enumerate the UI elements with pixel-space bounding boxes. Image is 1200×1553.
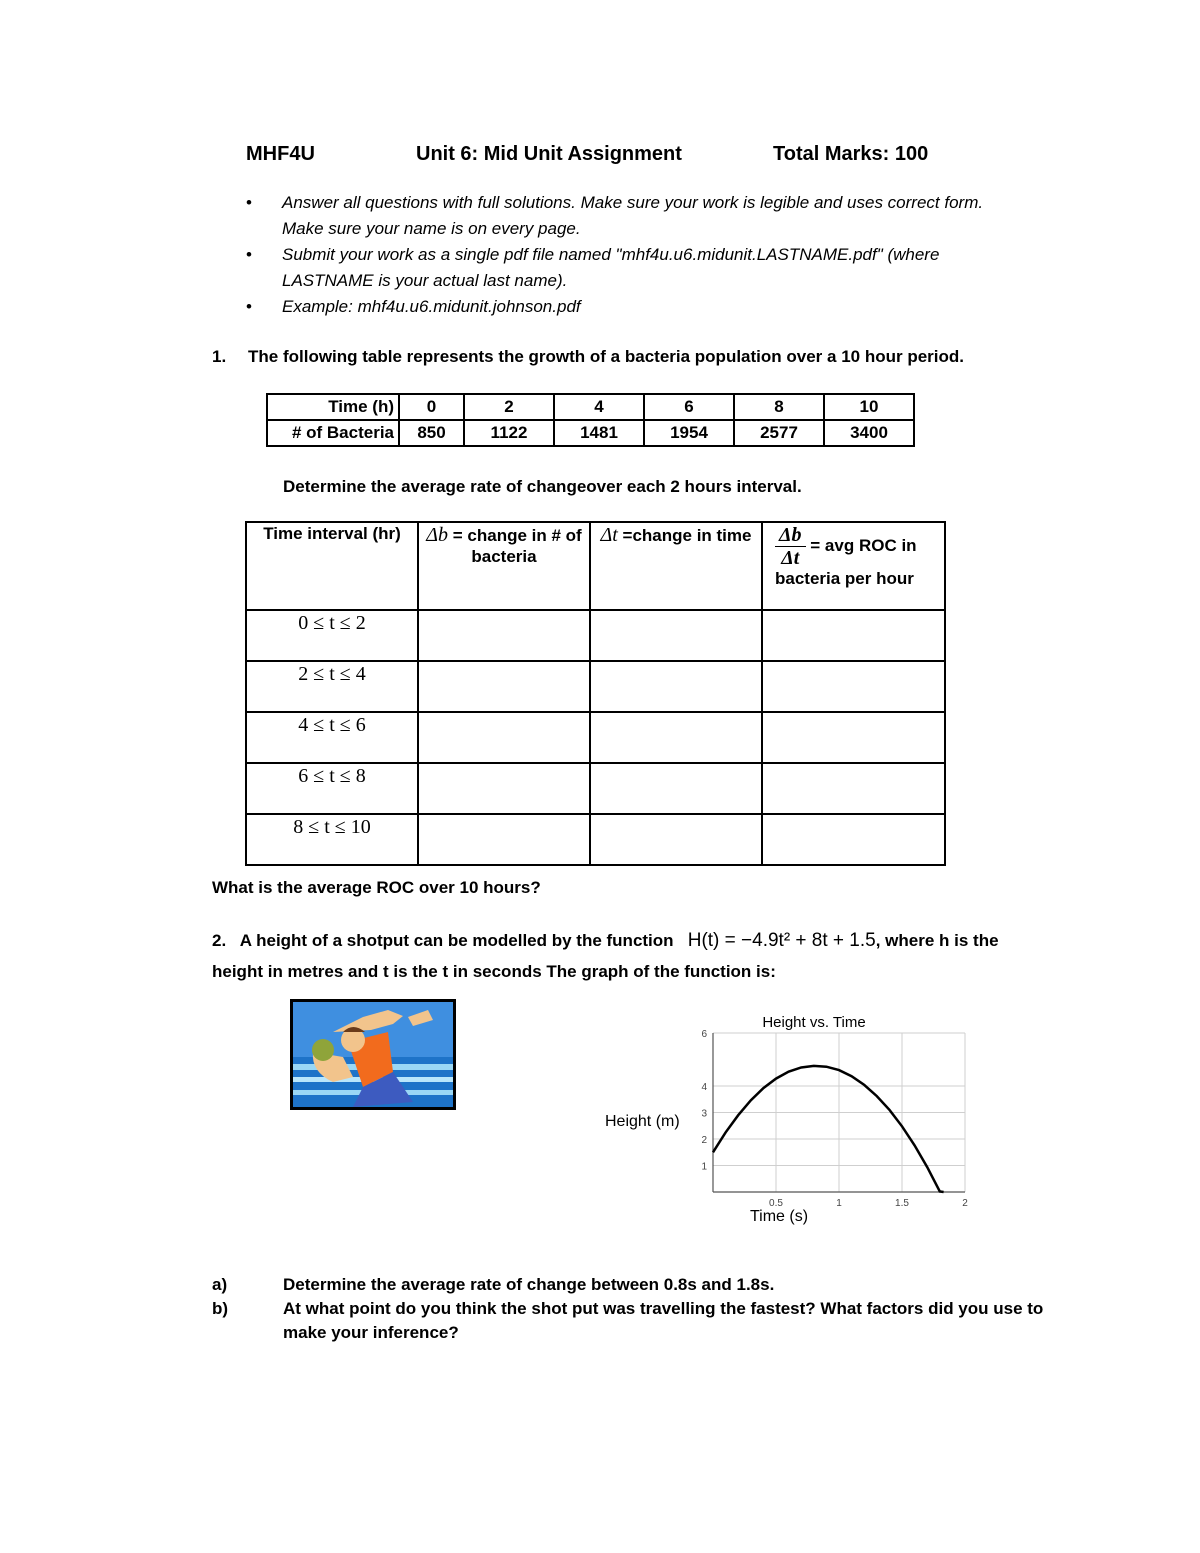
height-time-chart [600, 1005, 980, 1235]
y-tick-label: 1 [701, 1161, 707, 1173]
answer-cell[interactable] [590, 661, 762, 712]
answer-cell[interactable] [762, 763, 945, 814]
table-cell: 2577 [734, 420, 824, 446]
table-row-label: Time (h) [267, 394, 399, 420]
answer-cell[interactable] [590, 763, 762, 814]
delta-b-header: Δb = change in # of bacteria [418, 522, 590, 610]
interval-header: Time interval (hr) [246, 522, 418, 610]
interval-cell: 2 ≤ t ≤ 4 [246, 661, 418, 712]
chart-title: Height vs. Time [762, 1014, 866, 1031]
q1-number: 1. [212, 347, 227, 366]
q1-followup: What is the average ROC over 10 hours? [212, 878, 541, 897]
x-tick-label: 1.5 [895, 1198, 909, 1209]
q2-part-a-label: a) [212, 1275, 228, 1294]
table-cell: 3400 [824, 420, 914, 446]
bullet-icon: • [246, 297, 252, 316]
interval-cell: 8 ≤ t ≤ 10 [246, 814, 418, 865]
q2-line2: height in metres and t is the t in seconds The graph of the function is: [212, 962, 776, 981]
answer-cell[interactable] [418, 763, 590, 814]
table-cell: 1122 [464, 420, 554, 446]
answer-cell[interactable] [418, 661, 590, 712]
height-curve-line [713, 1066, 944, 1192]
y-axis-label: Height (m) [605, 1113, 680, 1130]
chart-canvas [600, 1005, 980, 1230]
q2-after-function: , where h is the [875, 931, 999, 950]
answer-cell[interactable] [762, 712, 945, 763]
q2-intro: A height of a shotput can be modelled by the function [239, 931, 674, 950]
q1-task: Determine the average rate of changeover each 2 hours interval. [283, 477, 802, 496]
total-marks: Total Marks: 100 [773, 143, 929, 165]
x-tick-label: 1 [836, 1198, 842, 1209]
y-tick-label: 2 [701, 1135, 707, 1146]
table-cell: 0 [399, 394, 464, 420]
avg-roc-header: $\frac{\Delta b}{\Delta t}$ = avg ROC in bacteria per hour [762, 522, 945, 610]
bacteria-data-table [266, 393, 915, 447]
answer-cell[interactable] [418, 814, 590, 865]
q2-part-b-label: b) [212, 1299, 229, 1318]
y-tick-label: 3 [701, 1108, 707, 1120]
table-row [246, 661, 945, 712]
table-cell: 10 [824, 394, 914, 420]
instruction-item: • Answer all questions with full solutions. Make sure your work is legible and uses correct form. Make sure your name is on every page. [246, 190, 1006, 242]
table-row [267, 420, 914, 446]
answer-cell[interactable] [590, 610, 762, 661]
table-row [246, 763, 945, 814]
instructions-list [246, 190, 1006, 320]
q2-part-a-text: Determine the average rate of change between 0.8s and 1.8s. [283, 1275, 775, 1294]
interval-cell: 4 ≤ t ≤ 6 [246, 712, 418, 763]
q2-number: 2. [212, 931, 227, 950]
table-row [246, 610, 945, 661]
table-cell: 850 [399, 420, 464, 446]
answer-cell[interactable] [762, 661, 945, 712]
table-cell: 2 [464, 394, 554, 420]
bullet-icon: • [246, 193, 252, 212]
delta-fraction: $\frac{\Delta b}{\Delta t}$ [775, 524, 806, 569]
instruction-item: • Submit your work as a single pdf file named "mhf4u.u6.midunit.LASTNAME.pdf" (where LASTNAME is your actual last name). [246, 242, 1006, 294]
answer-cell[interactable] [762, 814, 945, 865]
roc-answer-table [245, 521, 946, 866]
answer-cell[interactable] [418, 610, 590, 661]
shotput-athlete-image [290, 999, 456, 1110]
table-cell: 6 [644, 394, 734, 420]
answer-cell[interactable] [590, 712, 762, 763]
bullet-icon: • [246, 245, 252, 264]
table-header-row [246, 522, 945, 610]
table-row [267, 394, 914, 420]
y-tick-label: 4 [701, 1082, 707, 1093]
table-cell: 4 [554, 394, 644, 420]
table-row [246, 712, 945, 763]
x-axis-label: Time (s) [749, 1208, 809, 1225]
interval-cell: 6 ≤ t ≤ 8 [246, 763, 418, 814]
table-cell: 8 [734, 394, 824, 420]
table-row-label: # of Bacteria [267, 420, 399, 446]
y-tick-label: 6 [701, 1029, 707, 1040]
shotput-athlete-icon [293, 1002, 453, 1107]
x-tick-label: 2 [962, 1198, 968, 1209]
x-tick-label: 0.5 [769, 1198, 783, 1209]
interval-cell: 0 ≤ t ≤ 2 [246, 610, 418, 661]
table-cell: 1481 [554, 420, 644, 446]
chart-ticks [701, 1029, 968, 1209]
answer-cell[interactable] [590, 814, 762, 865]
course-code: MHF4U [246, 143, 315, 165]
delta-t-header: Δt =change in time [590, 522, 762, 610]
instruction-item: • Example: mhf4u.u6.midunit.johnson.pdf [246, 294, 1006, 320]
q1-prompt: The following table represents the growth of a bacteria population over a 10 hour period. [248, 347, 964, 366]
table-cell: 1954 [644, 420, 734, 446]
answer-cell[interactable] [418, 712, 590, 763]
assignment-title: Unit 6: Mid Unit Assignment [416, 143, 682, 165]
q2-function: H(t) = −4.9t² + 8t + 1.5 [687, 930, 876, 951]
q2-part-b-text: At what point do you think the shot put was travelling the fastest? What factors did you use to make your inference? [283, 1299, 1044, 1342]
q2-intro-line [212, 930, 999, 952]
answer-cell[interactable] [762, 610, 945, 661]
table-row [246, 814, 945, 865]
